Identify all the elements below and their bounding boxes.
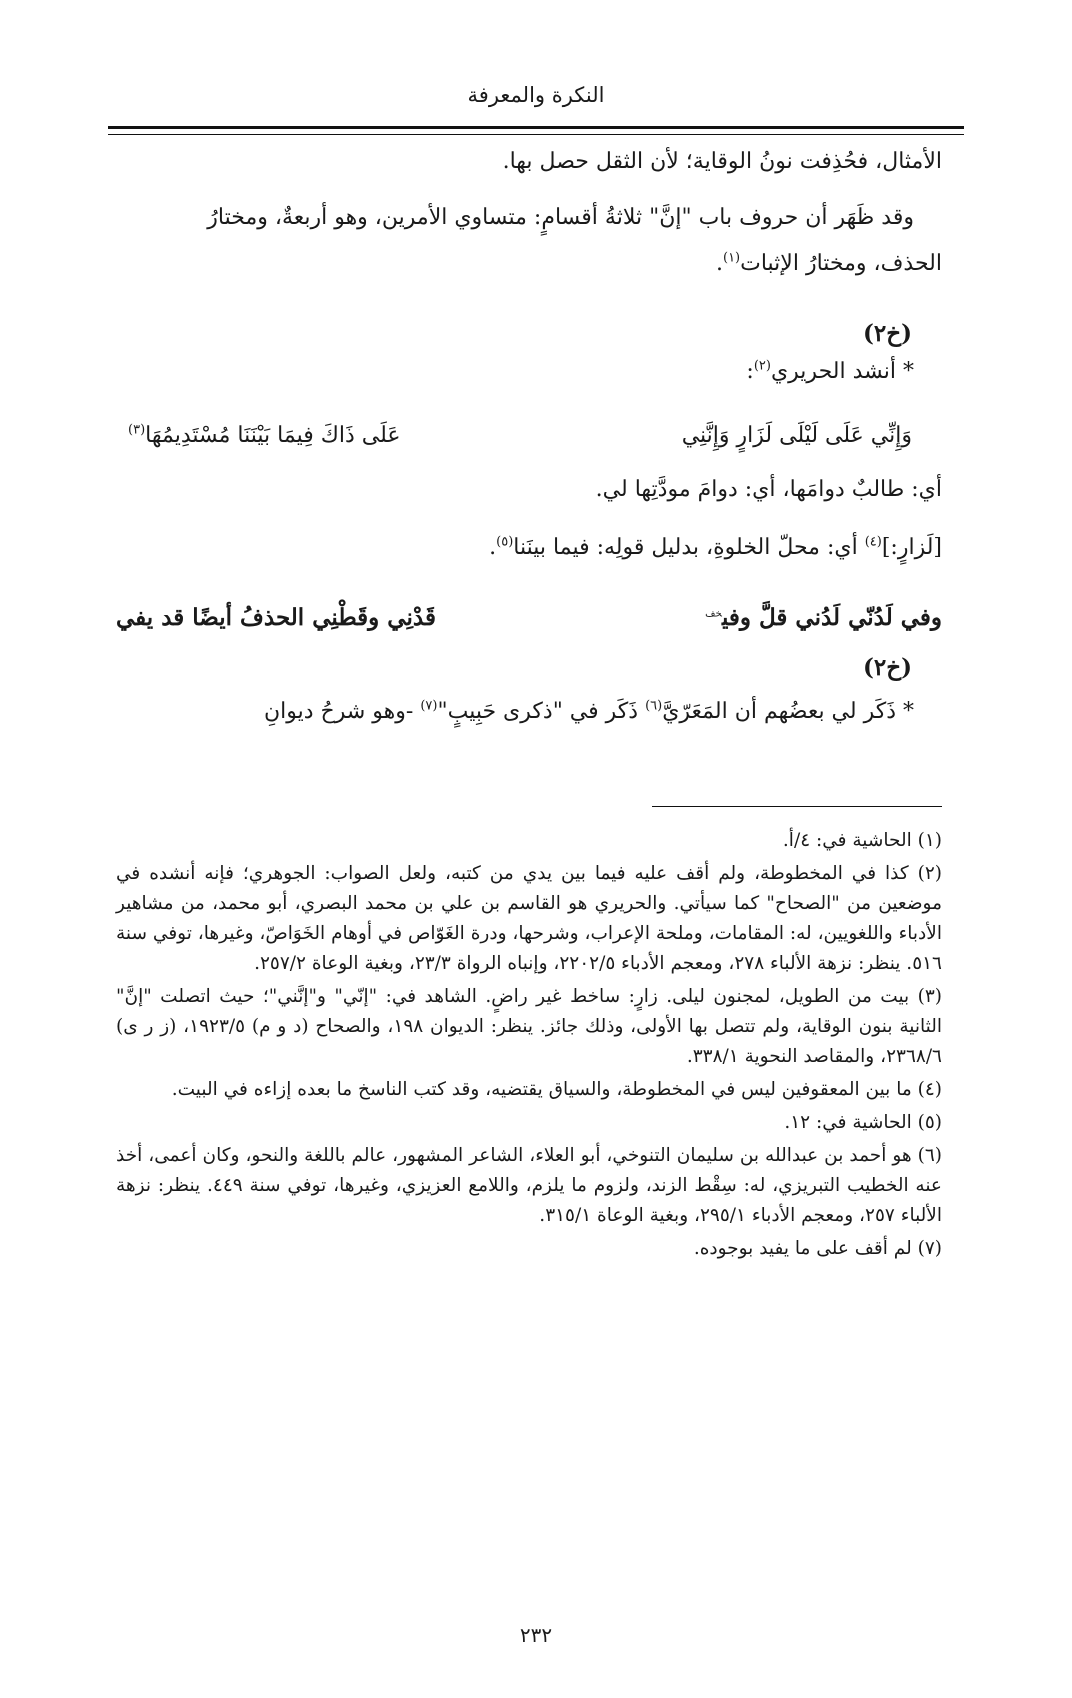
section-mark-1: (خ٢) — [863, 320, 912, 347]
footnote-ref-6: (٦) — [645, 698, 663, 714]
body-para2-line2 — [116, 248, 942, 280]
poem-second-text: عَلَى ذَاكَ فِيمَا بَيْنَنَا مُسْتَدِيمُهَا — [145, 423, 401, 448]
last-line-mid: ذَكَر في "ذكرى حَبِيبٍ" — [437, 699, 646, 724]
body-para2-line1: وقد ظَهَر أن حروف باب "إنَّ" ثلاثةُ أقسامٍ: متساوي الأمرين، وهو أربعةٌ، ومختارُ — [207, 205, 914, 230]
body-line-1: الأمثال، فحُذِفت نونُ الوقاية؛ لأن الثقل حصل بها. — [502, 149, 942, 174]
anshad-end: : — [746, 359, 754, 384]
body-last-line — [116, 696, 914, 728]
para2-end: . — [715, 251, 723, 276]
anshad-text: * أنشد الحريري — [770, 359, 914, 384]
last-line-start: * ذَكَر لي بعضُهم أن المَعَرّيَّ — [662, 699, 914, 724]
footnote-7: (٧) لم أقف على ما يفيد بوجوده. — [693, 1238, 942, 1259]
header-rule-thin — [108, 134, 964, 135]
para2-text: الحذف، ومختارُ الإثبات — [740, 251, 942, 276]
footnote-separator — [652, 806, 942, 807]
verse-first-text: وفي لَدُنّي لَدُني قلَّ وفي — [721, 604, 942, 631]
explain2-end: . — [489, 535, 497, 560]
footnote-ref-2: (٢) — [753, 358, 771, 374]
section-mark-2: (خ٢) — [863, 654, 912, 681]
footnote-ref-1: (١) — [722, 250, 741, 266]
explanation-2 — [116, 532, 942, 564]
footnotes — [116, 826, 942, 1267]
anshad-line — [116, 356, 914, 388]
footnote-ref-5: (٥) — [496, 534, 514, 550]
footnote-2: (٢) كذا في المخطوطة، ولم أقف عليه فيما بين يدي من كتبه، ولعل الصواب: الجوهري؛ فإنه أنشده في موضعين من "الصحاح" كما سيأتي. والحريري هو القاسم بن علي بن محمد البصري، أبو محمد، من مشاهير الأدباء واللغويين، له: المقامات، وملحة الإعراب، وشرحها، ودرة الغَوّاص في أوهام الخَوَاصّ، وغيرها، توفي سنة ٥١٦. ينظر: نزهة الألباء ٢٧٨، ومعجم الأدباء ٢٢٠٢/٥، وإنباه الرواة ٢٣/٣، وبغية الوعاة ٢٥٧/٢. — [116, 863, 942, 974]
header-rule-thick — [108, 126, 964, 129]
verse-first-hemistich — [705, 602, 942, 634]
footnote-6: (٦) هو أحمد بن عبدالله بن سليمان التنوخي، أبو العلاء، الشاعر المشهور، عالم باللغة والنحو، وكان أعمى، أخذ عنه الخطيب التبريزي، له: سِقْط الزند، ولزوم ما يلزم، واللامع العزيزي، وغيرها، توفي سنة ٤٤٩. ينظر: نزهة الألباء ٢٥٧، ومعجم الأدباء ٢٩٥/١، وبغية الوعاة ٣١٥/١. — [116, 1145, 942, 1226]
explain2-mid: أي: محلّ الخلوةِ، بدليل قولِه: فيما بينَنا — [513, 535, 865, 560]
footnote-5: (٥) الحاشية في: ١٢. — [784, 1112, 942, 1133]
footnote-ref-4: (٤) — [864, 534, 882, 550]
explanation-1: أي: طالبٌ دوامَها، أي: دوامَ مودَّتِها لي. — [595, 477, 942, 502]
explain2-start: [لَزارٍ:] — [881, 535, 942, 560]
page-number: ٢٣٢ — [519, 1623, 553, 1647]
poem-second-hemistich — [128, 420, 401, 452]
footnote-ref-7: (٧) — [420, 698, 438, 714]
footnote-1: (١) الحاشية في: ٤/أ. — [782, 830, 942, 851]
running-header: النكرة والمعرفة — [467, 83, 605, 107]
footnote-ref-3: (٣) — [128, 422, 146, 438]
verse-second-hemistich: قَدْنِي وقَطْنِي الحذفُ أيضًا قد يفي — [116, 604, 436, 631]
footnote-4: (٤) ما بين المعقوفين ليس في المخطوطة، والسياق يقتضيه، وقد كتب الناسخ ما بعده إزاءه في البيت. — [171, 1079, 942, 1100]
last-line-end: -وهو شرحُ ديوانِ — [263, 699, 421, 724]
verse-margin-mark: خف — [705, 608, 722, 620]
footnote-3: (٣) بيت من الطويل، لمجنون ليلى. زارٍ: ساخط غير راضٍ. الشاهد في: "إنّي" و"إنَّني"؛ حيث اتصلت "إنَّ" الثانية بنون الوقاية، ولم تتصل بها الأولى، وذلك جائز. ينظر: الديوان ١٩٨، والصحاح (د و م) ١٩٢٣/٥، (ز ر ى) ٢٣٦٨/٦، والمقاصد النحوية ٣٣٨/١. — [116, 986, 942, 1067]
poem-first-hemistich: وَإِنِّي عَلَى لَيْلَى لَزَارٍ وَإِنَّنِي — [681, 423, 912, 448]
